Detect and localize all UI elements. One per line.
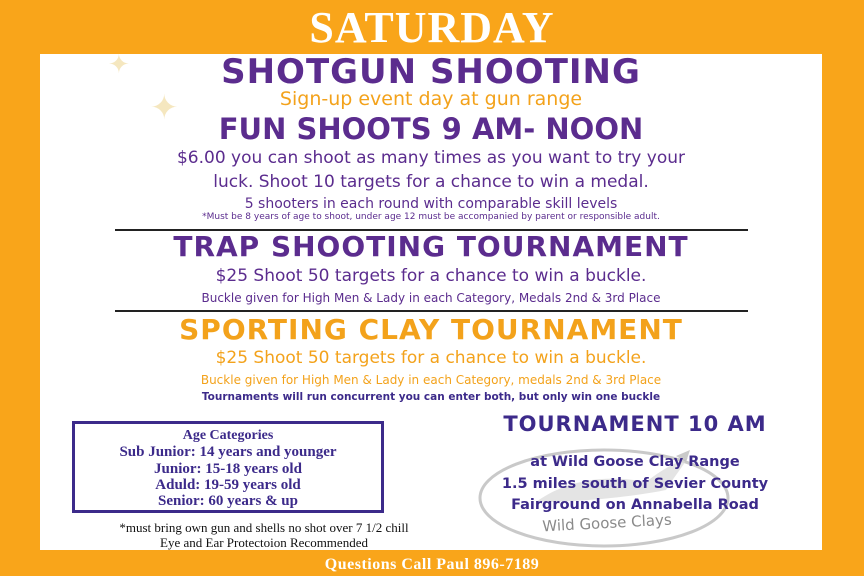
age-categories-title: Age Categories xyxy=(182,428,274,443)
page-title: SATURDAY xyxy=(309,3,555,52)
signup-text: Sign-up event day at gun range xyxy=(279,88,583,110)
age-category-item: Aduld: 19-59 years old xyxy=(155,477,301,493)
location-line-3: Fairground on Annabella Road xyxy=(511,497,759,513)
eye-ear-note: Eye and Ear Protectoion Recommended xyxy=(160,535,368,550)
divider xyxy=(115,310,748,312)
fun-shoots-line-1: $6.00 you can shoot as many times as you want to try your xyxy=(176,148,686,168)
sporting-line-2: Buckle given for High Men & Lady in each Category, medals 2nd & 3rd Place xyxy=(200,373,662,387)
fun-shoots-heading: FUN SHOOTS 9 AM- NOON xyxy=(218,112,644,146)
sporting-line-1: $25 Shoot 50 targets for a chance to win a buckle. xyxy=(215,348,647,368)
gun-note: *must bring own gun and shells no shot over 7 1/2 chill xyxy=(119,520,409,535)
fun-shoots-line-3: 5 shooters in each round with comparable skill levels xyxy=(244,196,618,212)
sporting-line-3: Tournaments will run concurrent you can enter both, but only win one buckle xyxy=(201,391,661,403)
sparkle-icon: ✦ xyxy=(150,88,179,128)
sparkle-icon: ✦ xyxy=(108,50,130,80)
trap-line-2: Buckle given for High Men & Lady in each Category, Medals 2nd & 3rd Place xyxy=(201,291,661,305)
age-category-item: Senior: 60 years & up xyxy=(158,493,298,509)
trap-line-1: $25 Shoot 50 targets for a chance to win a buckle. xyxy=(215,266,647,286)
location-line-1: at Wild Goose Clay Range xyxy=(530,454,740,470)
age-category-item: Sub Junior: 14 years and younger xyxy=(119,444,337,460)
sporting-heading: SPORTING CLAY TOURNAMENT xyxy=(179,313,683,346)
age-requirement-note: *Must be 8 years of age to shoot, under age 12 must be accompanied by parent or responsible adult. xyxy=(202,212,660,222)
logo-text: Wild Goose Clays xyxy=(541,510,673,536)
location-line-2: 1.5 miles south of Sevier County xyxy=(501,476,769,492)
tournament-time-heading: TOURNAMENT 10 AM xyxy=(503,412,767,436)
age-categories-box xyxy=(72,421,384,513)
contact-footer: Questions Call Paul 896-7189 xyxy=(324,556,540,573)
trap-heading: TRAP SHOOTING TOURNAMENT xyxy=(173,230,689,263)
event-title: SHOTGUN SHOOTING xyxy=(221,52,641,92)
fun-shoots-line-2: luck. Shoot 10 targets for a chance to win a medal. xyxy=(213,172,649,192)
age-category-item: Junior: 15-18 years old xyxy=(154,461,302,477)
